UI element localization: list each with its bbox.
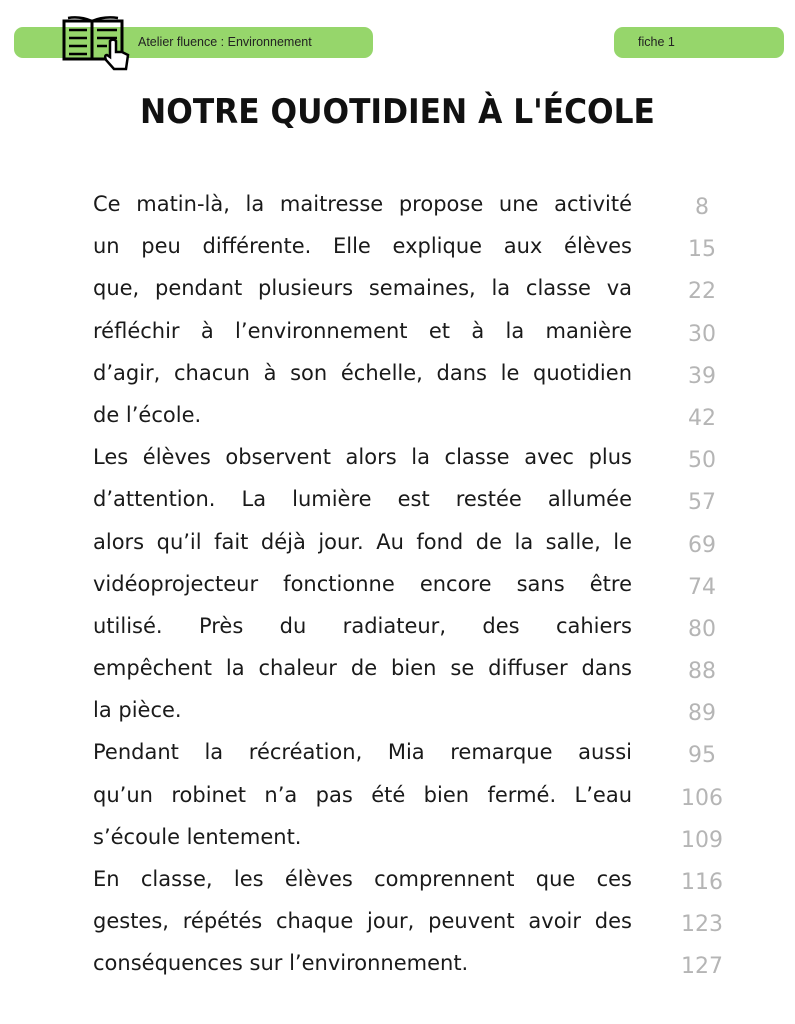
reading-text: [93, 183, 632, 985]
text-line: d’attention. La lumière est restée allumée: [93, 487, 632, 512]
word-count: 127: [681, 954, 723, 980]
word-count: 74: [688, 574, 716, 600]
word-count: 22: [688, 279, 716, 305]
text-line: alors qu’il fait déjà jour. Au fond de la salle, le: [93, 529, 632, 554]
page-title: NOTRE QUOTIDIEN À L'ÉCOLE: [140, 92, 655, 132]
word-count: 57: [688, 490, 716, 516]
word-count: 15: [688, 237, 716, 263]
word-count: 69: [688, 532, 716, 558]
text-line: gestes, répétés chaque jour, peuvent avoir des: [93, 909, 632, 934]
word-count: 123: [681, 912, 723, 938]
word-count: 39: [688, 363, 716, 389]
text-line: conséquences sur l’environnement.: [93, 951, 469, 976]
word-count: 106: [681, 785, 723, 811]
text-line: Les élèves observent alors la classe avec plus: [93, 445, 632, 470]
workshop-title: Atelier fluence : Environnement: [138, 35, 312, 49]
text-line: Ce matin-là, la maitresse propose une activité: [93, 192, 632, 216]
text-line: d’agir, chacun à son échelle, dans le quotidien: [93, 360, 632, 385]
text-line: réfléchir à l’environnement et à la manière: [93, 318, 632, 343]
text-line: s’écoule lentement.: [93, 824, 302, 849]
text-line: la pièce.: [93, 698, 182, 723]
sheet-banner: [614, 27, 784, 58]
text-line: vidéoprojecteur fonctionne encore sans être: [93, 571, 632, 596]
text-line: qu’un robinet n’a pas été bien fermé. L’eau: [93, 782, 632, 807]
word-count: 109: [681, 827, 723, 853]
text-line: un peu différente. Elle explique aux élèves: [93, 234, 632, 259]
word-counts: [672, 187, 732, 989]
text-line: Pendant la récréation, Mia remarque aussi: [93, 740, 632, 765]
sheet-number: fiche 1: [638, 35, 675, 49]
word-count: 30: [688, 321, 716, 347]
word-count: 89: [688, 701, 716, 727]
text-line: de l’école.: [93, 402, 202, 427]
word-count: 95: [688, 743, 716, 769]
word-count: 116: [681, 870, 723, 895]
word-count: 42: [688, 405, 716, 431]
open-book-pointing-hand-icon: [60, 15, 130, 71]
word-count: 88: [688, 659, 716, 685]
text-line: empêchent la chaleur de bien se diffuser dans: [93, 656, 632, 681]
word-count: 80: [688, 616, 716, 642]
text-line: En classe, les élèves comprennent que ces: [93, 867, 632, 891]
word-count: 8: [695, 195, 709, 220]
word-count: 50: [688, 448, 716, 474]
text-line: utilisé. Près du radiateur, des cahiers: [93, 613, 632, 638]
text-line: que, pendant plusieurs semaines, la classe va: [93, 276, 632, 301]
